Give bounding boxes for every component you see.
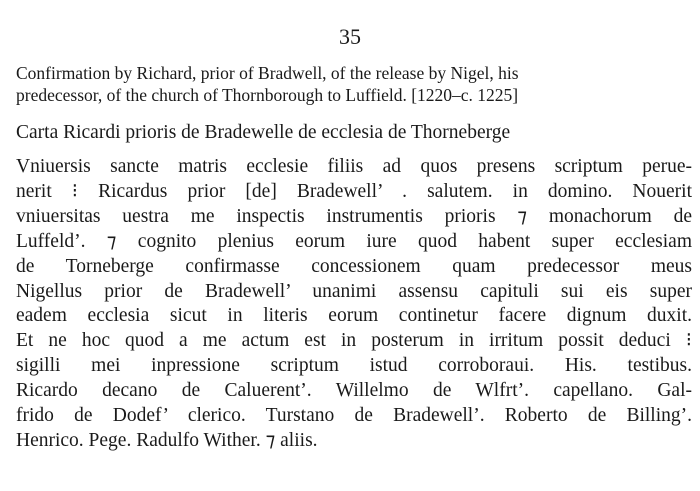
text-line: Et ne hoc quod a me actum est in posterum in irritum possit deduci ⁝ [16, 330, 692, 352]
charter-summary [16, 62, 692, 106]
text-line: Vniuersis sancte matris ecclesie filiis ad quos presens scriptum perue- [16, 156, 692, 177]
summary-line: Confirmation by Richard, prior of Bradwell, of the release by Nigel, his [16, 63, 519, 83]
text-line: frido de Dodef’ clerico. Turstano de Bradewell’. Roberto de Billing’. [16, 405, 692, 427]
charter-heading: Carta Ricardi prioris de Bradewelle de ecclesia de Thorneberge [16, 122, 511, 143]
text-line: Henrico. Pege. Radulfo Wither. ⁊ aliis. [16, 429, 318, 451]
summary-line: predecessor, of the church of Thornborough to Luffield. [1220–c. 1225] [16, 85, 519, 105]
text-line: Ricardo decano de Caluerent’. Willelmo de Wlfrt’. capellano. Gal- [16, 380, 692, 402]
text-line: vniuersitas uestra me inspectis instrumentis prioris ⁊ monachorum de [16, 205, 692, 227]
text-line: nerit ⁝ Ricardus prior [de] Bradewell’ . salutem. in domino. Nouerit [16, 180, 692, 202]
text-line: Nigellus prior de Bradewell’ unanimi assensu capituli sui eis super [16, 280, 692, 302]
charter-text [16, 155, 692, 454]
page-number: 35 [339, 24, 361, 49]
text-line: eadem ecclesia sicut in literis eorum continetur facere dignum duxit. [16, 305, 692, 327]
text-line: de Torneberge confirmasse concessionem quam predecessor meus [16, 255, 692, 277]
text-line: Luffeld’. ⁊ cognito plenius eorum iure quod habent super ecclesiam [16, 230, 692, 252]
text-line: sigilli mei inpressione scriptum istud corroboraui. His. testibus. [16, 355, 692, 377]
